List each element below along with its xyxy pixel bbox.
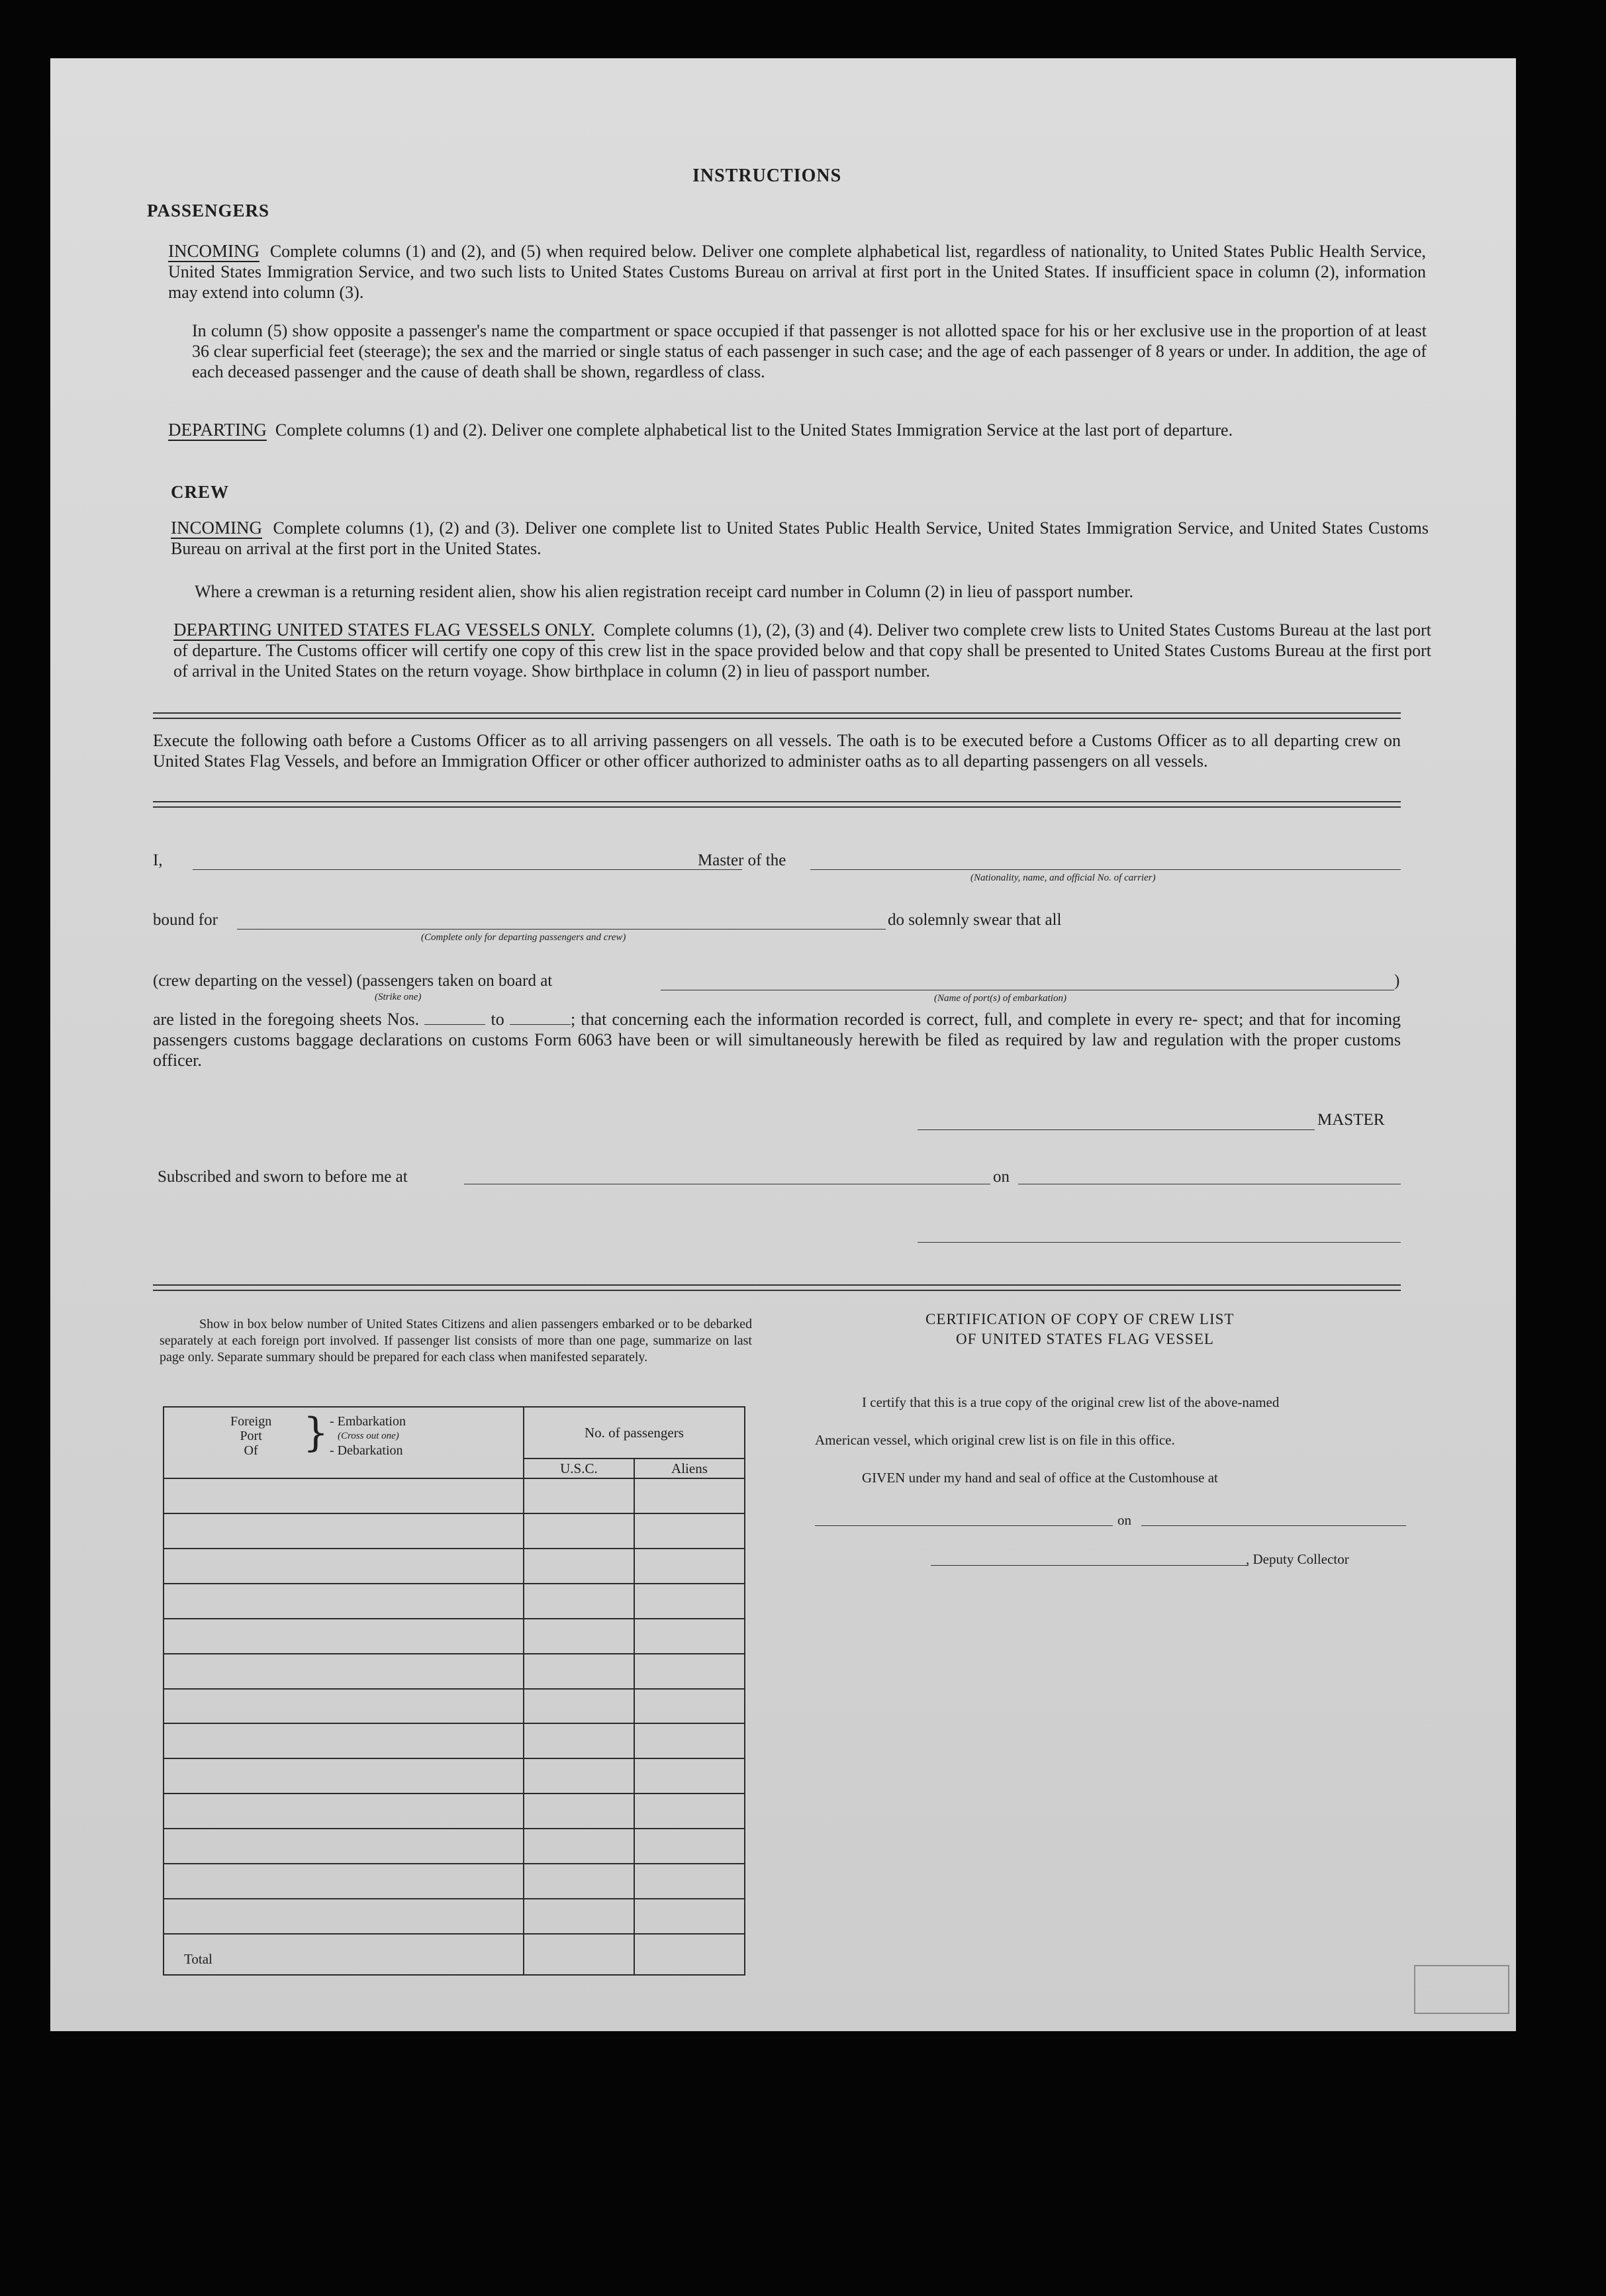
listed-block	[153, 1009, 1401, 1071]
listed-label-b: ; that concerning each the information recorded is correct, full, and complete in every re-	[570, 1010, 1198, 1029]
table-row	[164, 1549, 745, 1584]
divider-1	[153, 712, 1401, 719]
passengers-departing-label: DEPARTING	[168, 420, 267, 440]
listed-label-c: spect; and that for incoming passengers customs baggage declarations on customs Form 6063 have been or will simultaneously herewith be filed as required by law and regulation with the proper customs officer.	[153, 1010, 1401, 1070]
table-row	[164, 1899, 745, 1934]
passengers-incoming-label: INCOMING	[168, 241, 260, 261]
box-instructions: Show in box below number of United States Citizens and alien passengers embarked or to be debarked separately at each foreign port involved. If passenger list consists of more than one page, summarize on last page only. Separate summary should be prepared for each class when manifested separately.	[160, 1317, 752, 1364]
deputy-signature-field[interactable]	[931, 1565, 1249, 1566]
crew-departing-label: DEPARTING UNITED STATES FLAG VESSELS ONLY.	[173, 620, 595, 640]
listed-label-a: are listed in the foregoing sheets Nos.	[153, 1010, 420, 1029]
divider-3	[153, 1284, 1401, 1291]
passengers-departing-block	[168, 420, 1426, 440]
subscribed-label: Subscribed and sworn to before me at	[158, 1168, 408, 1186]
faded-stamp-box	[1414, 1965, 1509, 2014]
brace-glyph: }	[303, 1410, 329, 1456]
table-row	[164, 1513, 745, 1549]
document-sheet	[50, 58, 1516, 2031]
port-header-cell	[164, 1407, 524, 1478]
passengers-heading: PASSENGERS	[147, 201, 270, 220]
passenger-summary-table	[163, 1406, 745, 1976]
customhouse-field[interactable]	[815, 1525, 1113, 1526]
oath-intro: Execute the following oath before a Customs Officer as to all arriving passengers on all vessels. The oath is to be executed before a Customs Officer as to all departing crew on United States Flag Vessels, and before an Immigration Officer or other officer authorized to administer oaths as to all departing passengers on all vessels.	[153, 731, 1401, 771]
crew-incoming-block	[171, 518, 1429, 559]
nationality-note: (Nationality, name, and official No. of carrier)	[970, 873, 1156, 883]
complete-only-note: (Complete only for departing passengers and crew)	[421, 932, 626, 943]
certification-title-1: CERTIFICATION OF COPY OF CREW LIST	[925, 1311, 1235, 1327]
table-row	[164, 1689, 745, 1724]
table-row	[164, 1723, 745, 1758]
crew-resident-text: Where a crewman is a returning resident alien, show his alien registration receipt card number in Column (2) in lieu of passport number.	[195, 582, 1134, 601]
table-row	[164, 1864, 745, 1899]
column5-text: In column (5) show opposite a passenger's name the compartment or space occupied if that passenger is not allotted space for his or her exclusive use in the proportion of at least 36 clear superficial feet (steerage); the sex and the married or single status of each passenger in such case; and the age of each passenger of 8 years or under. In addition, the age of each deceased passenger and the cause of death shall be shown, regardless of class.	[192, 321, 1427, 381]
total-label: Total	[164, 1934, 524, 1975]
aliens-header: Aliens	[634, 1459, 745, 1478]
passengers-incoming-text: Complete columns (1) and (2), and (5) when required below. Deliver one complete alphabetical list, regardless of nationality, to United States Public Health Service, United States Immigration Service, and two such lists to United States Customs Bureau on arrival at first port in the United States. If insufficient space in column (2), information may extend into column (3).	[168, 242, 1427, 302]
strike-one-note: (Strike one)	[375, 992, 422, 1002]
total-row	[164, 1934, 745, 1975]
certification-on-label: on	[1117, 1512, 1131, 1528]
oath-i-label: I,	[153, 851, 163, 869]
sheet-to-field[interactable]	[510, 1010, 571, 1025]
passengers-departing-text: Complete columns (1) and (2). Deliver one complete alphabetical list to the United States Immigration Service at the last port of departure.	[275, 420, 1233, 440]
foreign-label: Foreign	[230, 1414, 272, 1429]
table-row	[164, 1758, 745, 1794]
listed-to-label: to	[491, 1010, 504, 1029]
certify-text-a: I certify that this is a true copy of the original crew list of the above-named	[862, 1394, 1280, 1410]
master-signature-field[interactable]	[918, 1129, 1315, 1130]
table-row	[164, 1619, 745, 1654]
crew-departing-text: Complete columns (1), (2), (3) and (4). Deliver two complete crew lists to United States Customs Bureau at the last port of departure. The Customs officer will certify one copy of this crew list in the space provided below and that copy shall be presented to United States Customs Bureau at the first port of arrival in the United States on the return voyage. Show birthplace in column (2) in lieu of passport number.	[173, 620, 1431, 681]
crew-heading: CREW	[171, 482, 230, 502]
carrier-field[interactable]	[810, 869, 1401, 870]
divider-2	[153, 801, 1401, 808]
crew-departing-label-oath: (crew departing on the vessel) (passengers taken on board at	[153, 972, 553, 990]
subscribed-on-label: on	[993, 1168, 1010, 1186]
crew-departing-block	[173, 620, 1431, 681]
certification-title-2: OF UNITED STATES FLAG VESSEL	[956, 1331, 1214, 1347]
master-name-field[interactable]	[193, 869, 742, 870]
master-label: MASTER	[1317, 1111, 1385, 1129]
sheet-from-field[interactable]	[424, 1010, 485, 1025]
passengers-incoming-block	[168, 241, 1426, 303]
swear-label: do solemnly swear that all	[888, 911, 1062, 929]
officer-signature-field[interactable]	[918, 1242, 1401, 1243]
debarkation-label: - Debarkation	[330, 1443, 403, 1458]
master-of-label: Master of the	[698, 851, 786, 869]
table-row	[164, 1794, 745, 1829]
given-text: GIVEN under my hand and seal of office at the Customhouse at	[862, 1470, 1218, 1486]
table-row	[164, 1584, 745, 1619]
port-note: (Name of port(s) of embarkation)	[934, 993, 1066, 1004]
instructions-title: INSTRUCTIONS	[692, 166, 842, 186]
bound-for-field[interactable]	[237, 929, 886, 930]
total-usc-cell[interactable]	[524, 1934, 634, 1975]
certify-text-b: American vessel, which original crew list is on file in this office.	[815, 1432, 1175, 1448]
bound-for-label: bound for	[153, 911, 218, 929]
deputy-collector-label: , Deputy Collector	[1246, 1551, 1349, 1567]
of-label: Of	[244, 1443, 258, 1458]
certification-date-field[interactable]	[1141, 1525, 1406, 1526]
no-passengers-header: No. of passengers	[524, 1407, 745, 1459]
usc-header: U.S.C.	[524, 1459, 634, 1478]
total-aliens-cell[interactable]	[634, 1934, 745, 1975]
cross-out-label: (Cross out one)	[338, 1431, 399, 1441]
port-label: Port	[240, 1429, 262, 1443]
table-row	[164, 1478, 745, 1513]
embarkation-label: - Embarkation	[330, 1414, 406, 1429]
table-row	[164, 1829, 745, 1864]
close-paren: )	[1394, 972, 1400, 990]
crew-incoming-label: INCOMING	[171, 518, 262, 538]
crew-incoming-text: Complete columns (1), (2) and (3). Deliver one complete list to United States Public Health Service, United States Immigration Service, and United States Customs Bureau on arrival at the first port in the United States.	[171, 518, 1429, 558]
table-row	[164, 1654, 745, 1689]
